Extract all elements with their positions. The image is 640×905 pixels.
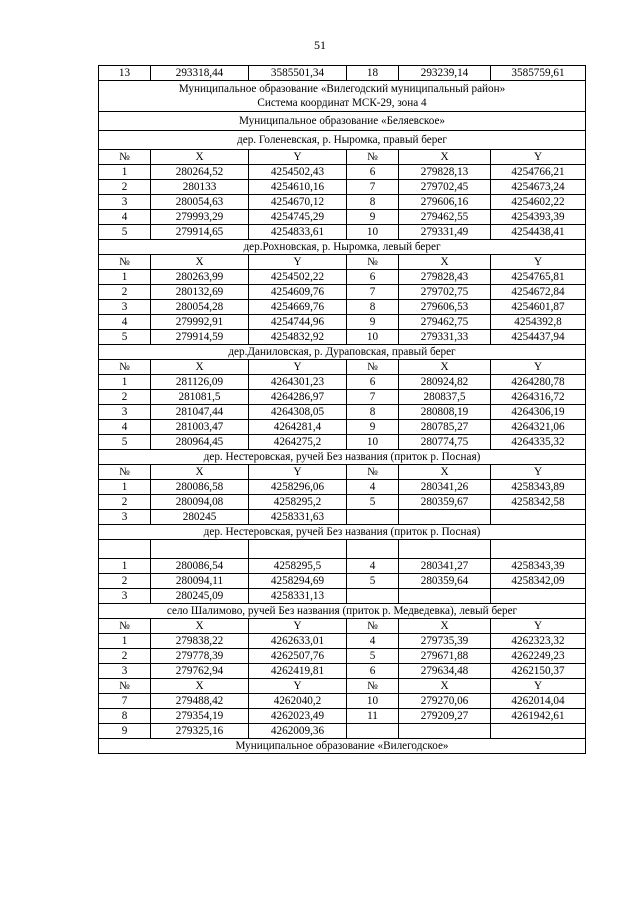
- municipality-subtitle: [99, 112, 586, 131]
- x-coordinate: 279209,27: [399, 709, 491, 724]
- point-number: 10: [347, 694, 399, 709]
- y-coordinate: 4254672,84: [491, 285, 586, 300]
- x-coordinate: 279606,53: [399, 300, 491, 315]
- x-coordinate: 279488,42: [151, 694, 249, 709]
- x-coordinate: 281047,44: [151, 405, 249, 420]
- point-number: 8: [99, 709, 151, 724]
- column-header: Y: [249, 679, 347, 694]
- table-row: [99, 375, 586, 390]
- point-number: 3: [99, 589, 151, 604]
- point-number: 1: [99, 165, 151, 180]
- header-row: [99, 465, 586, 480]
- table-row: [99, 315, 586, 330]
- y-coordinate: 4254744,96: [249, 315, 347, 330]
- x-coordinate: 280785,27: [399, 420, 491, 435]
- table-row: [99, 405, 586, 420]
- x-coordinate: 280054,28: [151, 300, 249, 315]
- y-coordinate: 4258331,63: [249, 510, 347, 525]
- y-coordinate: 3585759,61: [491, 66, 586, 81]
- blank-cell: [347, 540, 399, 559]
- column-header: X: [399, 619, 491, 634]
- y-coordinate: 4262419,81: [249, 664, 347, 679]
- x-coordinate: 279992,91: [151, 315, 249, 330]
- column-header: Y: [249, 150, 347, 165]
- y-coordinate: 4254609,76: [249, 285, 347, 300]
- table-row: [99, 724, 586, 739]
- column-header: Y: [491, 465, 586, 480]
- y-coordinate: 4262150,37: [491, 664, 586, 679]
- point-number: 10: [347, 225, 399, 240]
- header-row: [99, 150, 586, 165]
- y-coordinate: 4264301,23: [249, 375, 347, 390]
- point-number: 9: [347, 315, 399, 330]
- page-number: 51: [314, 38, 326, 52]
- y-coordinate: 4254438,41: [491, 225, 586, 240]
- column-header: №: [99, 150, 151, 165]
- point-number: 4: [99, 315, 151, 330]
- point-number: 1: [99, 270, 151, 285]
- column-header: №: [347, 360, 399, 375]
- x-coordinate: 280964,45: [151, 435, 249, 450]
- y-coordinate: 4258342,09: [491, 574, 586, 589]
- x-coordinate: 280924,82: [399, 375, 491, 390]
- point-number: 3: [99, 405, 151, 420]
- column-header: Y: [491, 360, 586, 375]
- column-header: №: [347, 679, 399, 694]
- y-coordinate: 4264286,97: [249, 390, 347, 405]
- point-number: 6: [347, 165, 399, 180]
- column-header: Y: [249, 619, 347, 634]
- point-number: 4: [347, 559, 399, 574]
- y-coordinate: 4264281,4: [249, 420, 347, 435]
- column-header: Y: [249, 360, 347, 375]
- table-row: [99, 664, 586, 679]
- table-row: [99, 510, 586, 525]
- x-coordinate: 279462,55: [399, 210, 491, 225]
- x-coordinate: [399, 510, 491, 525]
- column-header: Y: [249, 255, 347, 270]
- column-header: X: [399, 465, 491, 480]
- y-coordinate: 4254437,94: [491, 330, 586, 345]
- point-number: 5: [99, 225, 151, 240]
- x-coordinate: [399, 589, 491, 604]
- point-number: 5: [99, 330, 151, 345]
- x-coordinate: 279702,75: [399, 285, 491, 300]
- blank-cell: [491, 540, 586, 559]
- y-coordinate: 4258296,06: [249, 480, 347, 495]
- x-coordinate: 279778,39: [151, 649, 249, 664]
- y-coordinate: 4254673,24: [491, 180, 586, 195]
- x-coordinate: 280264,52: [151, 165, 249, 180]
- x-coordinate: 280341,27: [399, 559, 491, 574]
- coordinates-table: [98, 65, 586, 754]
- table-row: [99, 634, 586, 649]
- table-row: [99, 480, 586, 495]
- x-coordinate: 280341,26: [399, 480, 491, 495]
- column-header: X: [399, 150, 491, 165]
- y-coordinate: 4254502,22: [249, 270, 347, 285]
- point-number: 1: [99, 634, 151, 649]
- point-number: 2: [99, 285, 151, 300]
- point-number: 18: [347, 66, 399, 81]
- point-number: 5: [347, 495, 399, 510]
- x-coordinate: 279735,39: [399, 634, 491, 649]
- x-coordinate: 280132,69: [151, 285, 249, 300]
- column-header: Y: [491, 679, 586, 694]
- x-coordinate: 279462,75: [399, 315, 491, 330]
- x-coordinate: 281081,5: [151, 390, 249, 405]
- point-number: 7: [347, 285, 399, 300]
- x-coordinate: 293318,44: [151, 66, 249, 81]
- y-coordinate: 3585501,34: [249, 66, 347, 81]
- column-header: №: [347, 255, 399, 270]
- table-row: [99, 420, 586, 435]
- x-coordinate: 279634,48: [399, 664, 491, 679]
- x-coordinate: 279671,88: [399, 649, 491, 664]
- y-coordinate: 4264275,2: [249, 435, 347, 450]
- y-coordinate: 4262633,01: [249, 634, 347, 649]
- x-coordinate: 279914,59: [151, 330, 249, 345]
- column-header: №: [99, 465, 151, 480]
- point-number: 1: [99, 559, 151, 574]
- y-coordinate: 4262023,49: [249, 709, 347, 724]
- y-coordinate: 4264335,32: [491, 435, 586, 450]
- x-coordinate: 279914,65: [151, 225, 249, 240]
- x-coordinate: 279993,29: [151, 210, 249, 225]
- point-number: 3: [99, 300, 151, 315]
- column-header: Y: [491, 619, 586, 634]
- y-coordinate: 4262014,04: [491, 694, 586, 709]
- table-row: [99, 574, 586, 589]
- point-number: 8: [347, 405, 399, 420]
- point-number: 2: [99, 495, 151, 510]
- column-header: X: [151, 255, 249, 270]
- y-coordinate: 4254832,92: [249, 330, 347, 345]
- section-title: [99, 240, 586, 255]
- x-coordinate: 280359,64: [399, 574, 491, 589]
- x-coordinate: 280086,58: [151, 480, 249, 495]
- column-header: X: [151, 360, 249, 375]
- x-coordinate: 280094,11: [151, 574, 249, 589]
- y-coordinate: 4254833,61: [249, 225, 347, 240]
- y-coordinate: 4264306,19: [491, 405, 586, 420]
- section-title-text: дер. Нестеровская, ручей Без названия (приток р. Посная): [99, 525, 586, 540]
- point-number: 5: [99, 435, 151, 450]
- x-coordinate: 279828,13: [399, 165, 491, 180]
- point-number: 4: [99, 420, 151, 435]
- column-header: Y: [249, 465, 347, 480]
- blank-cell: [151, 540, 249, 559]
- point-number: 6: [347, 375, 399, 390]
- column-header: X: [151, 465, 249, 480]
- point-number: 7: [347, 390, 399, 405]
- blank-row: [99, 540, 586, 559]
- point-number: 2: [99, 649, 151, 664]
- y-coordinate: 4254610,16: [249, 180, 347, 195]
- column-header: X: [151, 150, 249, 165]
- section-title-text: дер. Голеневская, р. Ныромка, правый берег: [99, 131, 586, 150]
- x-coordinate: 280094,08: [151, 495, 249, 510]
- y-coordinate: 4254765,81: [491, 270, 586, 285]
- y-coordinate: 4264308,05: [249, 405, 347, 420]
- table-row: [99, 709, 586, 724]
- point-number: 9: [347, 210, 399, 225]
- x-coordinate: 279354,19: [151, 709, 249, 724]
- column-header: №: [347, 465, 399, 480]
- table-row: [99, 180, 586, 195]
- table-row: [99, 559, 586, 574]
- point-number: 10: [347, 435, 399, 450]
- x-coordinate: 280263,99: [151, 270, 249, 285]
- point-number: 5: [347, 574, 399, 589]
- x-coordinate: 279325,16: [151, 724, 249, 739]
- y-coordinate: 4254502,43: [249, 165, 347, 180]
- table-row: [99, 390, 586, 405]
- point-number: 1: [99, 375, 151, 390]
- x-coordinate: 293239,14: [399, 66, 491, 81]
- table-row: [99, 300, 586, 315]
- column-header: №: [99, 360, 151, 375]
- table-row: [99, 195, 586, 210]
- point-number: 3: [99, 195, 151, 210]
- table-row: [99, 225, 586, 240]
- point-number: 2: [99, 574, 151, 589]
- column-header: №: [347, 619, 399, 634]
- y-coordinate: 4262009,36: [249, 724, 347, 739]
- x-coordinate: 280245,09: [151, 589, 249, 604]
- y-coordinate: 4264321,06: [491, 420, 586, 435]
- point-number: 8: [347, 195, 399, 210]
- x-coordinate: [399, 724, 491, 739]
- point-number: 6: [347, 270, 399, 285]
- y-coordinate: 4258343,39: [491, 559, 586, 574]
- header-row: [99, 255, 586, 270]
- x-coordinate: 280054,63: [151, 195, 249, 210]
- column-header: Y: [491, 255, 586, 270]
- y-coordinate: 4254745,29: [249, 210, 347, 225]
- point-number: 3: [99, 510, 151, 525]
- header-row: [99, 619, 586, 634]
- column-header: №: [99, 619, 151, 634]
- point-number: 4: [347, 634, 399, 649]
- x-coordinate: 279606,16: [399, 195, 491, 210]
- point-number: [347, 510, 399, 525]
- table-row: [99, 285, 586, 300]
- x-coordinate: 279331,49: [399, 225, 491, 240]
- coordinate-system: Система координат МСК-29, зона 4: [257, 97, 427, 109]
- section-title: [99, 450, 586, 465]
- section-title: [99, 131, 586, 150]
- x-coordinate: 280133: [151, 180, 249, 195]
- y-coordinate: 4258343,89: [491, 480, 586, 495]
- municipality-header-text: [99, 81, 586, 112]
- table-row: [99, 589, 586, 604]
- y-coordinate: 4258294,69: [249, 574, 347, 589]
- section-title-text: дер.Даниловская, р. Дураповская, правый берег: [99, 345, 586, 360]
- blank-cell: [99, 540, 151, 559]
- x-coordinate: 280086,54: [151, 559, 249, 574]
- point-number: 2: [99, 180, 151, 195]
- municipality-footer-text: Муниципальное образование «Вилегодское»: [99, 739, 586, 754]
- y-coordinate: 4254602,22: [491, 195, 586, 210]
- x-coordinate: 280808,19: [399, 405, 491, 420]
- column-header: №: [99, 679, 151, 694]
- header-row: [99, 679, 586, 694]
- x-coordinate: 279828,43: [399, 270, 491, 285]
- column-header: X: [399, 255, 491, 270]
- section-title-text: село Шалимово, ручей Без названия (приток р. Медведевка), левый берег: [99, 604, 586, 619]
- y-coordinate: 4262249,23: [491, 649, 586, 664]
- section-title-text: дер. Нестеровская, ручей Без названия (приток р. Посная): [99, 450, 586, 465]
- section-title: [99, 604, 586, 619]
- column-header: Y: [491, 150, 586, 165]
- y-coordinate: [491, 589, 586, 604]
- y-coordinate: 4254669,76: [249, 300, 347, 315]
- y-coordinate: 4262040,2: [249, 694, 347, 709]
- point-number: 7: [99, 694, 151, 709]
- x-coordinate: 280837,5: [399, 390, 491, 405]
- column-header: X: [151, 679, 249, 694]
- table-row: [99, 330, 586, 345]
- municipality-footer: [99, 739, 586, 754]
- table-row: [99, 495, 586, 510]
- point-number: 10: [347, 330, 399, 345]
- y-coordinate: 4254392,8: [491, 315, 586, 330]
- point-number: 9: [347, 420, 399, 435]
- section-title: [99, 525, 586, 540]
- point-number: 8: [347, 300, 399, 315]
- y-coordinate: 4258342,58: [491, 495, 586, 510]
- y-coordinate: 4264280,78: [491, 375, 586, 390]
- blank-cell: [249, 540, 347, 559]
- column-header: X: [399, 360, 491, 375]
- point-number: 13: [99, 66, 151, 81]
- point-number: 1: [99, 480, 151, 495]
- point-number: 4: [347, 480, 399, 495]
- municipality-title: Муниципальное образование «Вилегодский муниципальный район»: [178, 83, 506, 95]
- column-header: X: [151, 619, 249, 634]
- y-coordinate: [491, 510, 586, 525]
- header-row: [99, 360, 586, 375]
- point-number: [347, 724, 399, 739]
- column-header: №: [99, 255, 151, 270]
- y-coordinate: 4254601,87: [491, 300, 586, 315]
- point-number: 5: [347, 649, 399, 664]
- blank-cell: [399, 540, 491, 559]
- x-coordinate: 281003,47: [151, 420, 249, 435]
- y-coordinate: 4254766,21: [491, 165, 586, 180]
- y-coordinate: 4254393,39: [491, 210, 586, 225]
- x-coordinate: 279270,06: [399, 694, 491, 709]
- y-coordinate: 4262323,32: [491, 634, 586, 649]
- y-coordinate: 4258331,13: [249, 589, 347, 604]
- table-row: [99, 694, 586, 709]
- point-number: 4: [99, 210, 151, 225]
- y-coordinate: 4264316,72: [491, 390, 586, 405]
- table-row: [99, 270, 586, 285]
- y-coordinate: 4262507,76: [249, 649, 347, 664]
- x-coordinate: 279331,33: [399, 330, 491, 345]
- section-title: [99, 345, 586, 360]
- x-coordinate: 280774,75: [399, 435, 491, 450]
- x-coordinate: 279838,22: [151, 634, 249, 649]
- y-coordinate: 4258295,2: [249, 495, 347, 510]
- table-row: [99, 165, 586, 180]
- point-number: 2: [99, 390, 151, 405]
- municipality-subtitle-text: Муниципальное образование «Беляевское»: [99, 112, 586, 131]
- x-coordinate: 280245: [151, 510, 249, 525]
- point-number: 7: [347, 180, 399, 195]
- y-coordinate: 4261942,61: [491, 709, 586, 724]
- column-header: №: [347, 150, 399, 165]
- y-coordinate: [491, 724, 586, 739]
- municipality-header: [99, 81, 586, 112]
- y-coordinate: 4258295,5: [249, 559, 347, 574]
- section-title-text: дер.Рохновская, р. Ныромка, левый берег: [99, 240, 586, 255]
- point-number: 9: [99, 724, 151, 739]
- x-coordinate: 279762,94: [151, 664, 249, 679]
- point-number: 11: [347, 709, 399, 724]
- point-number: 3: [99, 664, 151, 679]
- point-number: [347, 589, 399, 604]
- table-row: [99, 435, 586, 450]
- x-coordinate: 280359,67: [399, 495, 491, 510]
- x-coordinate: 281126,09: [151, 375, 249, 390]
- x-coordinate: 279702,45: [399, 180, 491, 195]
- column-header: X: [399, 679, 491, 694]
- table-row: [99, 66, 586, 81]
- point-number: 6: [347, 664, 399, 679]
- table-row: [99, 210, 586, 225]
- table-row: [99, 649, 586, 664]
- y-coordinate: 4254670,12: [249, 195, 347, 210]
